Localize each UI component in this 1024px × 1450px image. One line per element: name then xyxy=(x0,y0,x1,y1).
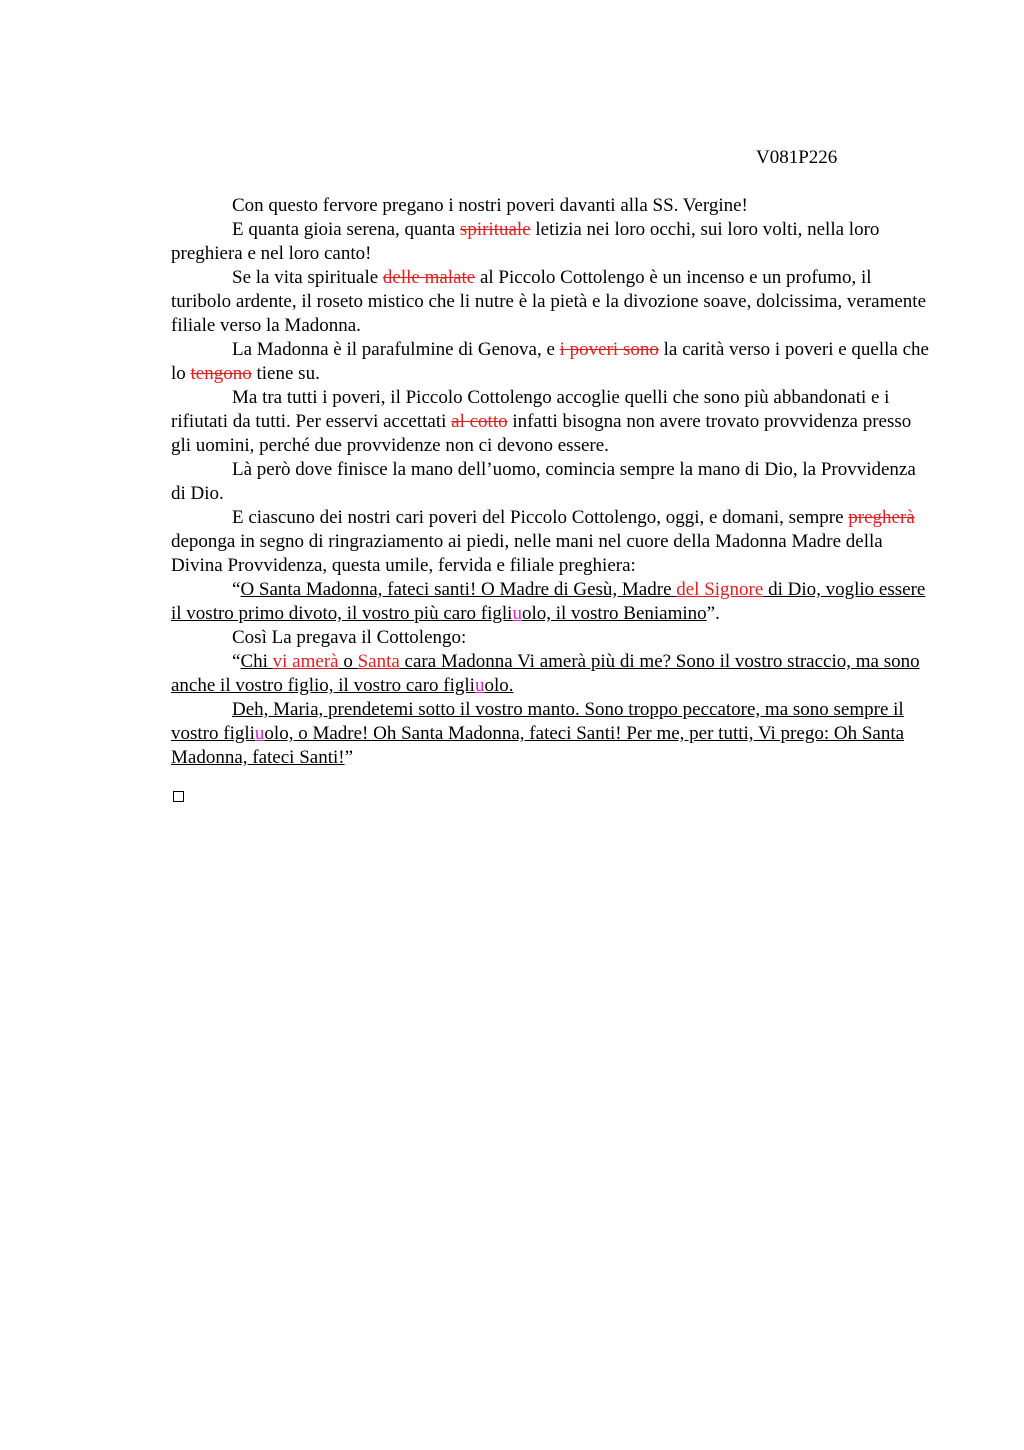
paragraph-2 xyxy=(171,218,931,266)
paragraph-4 xyxy=(171,338,931,386)
deleted-text: delle malate xyxy=(382,267,476,288)
text-segment: La Madonna è il parafulmine di Genova, e xyxy=(232,339,560,360)
deleted-text: al cotto xyxy=(451,411,508,432)
text-segment: al Piccolo Cottolengo è un incenso e un profumo, il turibolo ardente, il roseto mistico che li nutre è la pietà e la divozione soave, dolcissima, veramente filiale verso la Madonna. xyxy=(171,267,926,336)
page-code: V081P226 xyxy=(756,147,838,168)
paragraph-9: Così La pregava il Cottolengo: xyxy=(232,627,467,648)
paragraph-7 xyxy=(171,506,931,578)
deleted-text: tengono xyxy=(190,363,252,384)
paragraph-5 xyxy=(171,386,931,458)
deleted-text: i poveri sono xyxy=(559,339,659,360)
underlined-text: olo, o Madre! Oh Santa Madonna, fateci Santi! Per me, per tutti, Vi prego: Oh Santa Madonna, fateci Santi! xyxy=(171,723,905,768)
text-segment: Se la vita spirituale xyxy=(232,267,383,288)
text-segment: E ciascuno dei nostri cari poveri del Piccolo Cottolengo, oggi, e domani, sempre xyxy=(232,507,849,528)
text-segment: E quanta gioia serena, quanta xyxy=(232,219,460,240)
text-segment: Ma tra tutti i poveri, il Piccolo Cottolengo accoglie quelli che sono più abbandonati e i rifiutati da tutti. Per esservi accettati xyxy=(171,387,890,432)
close-quote: ” xyxy=(344,747,354,768)
deleted-text: del Signore xyxy=(676,579,764,600)
deleted-text: Santa xyxy=(357,651,400,672)
paragraph-6: Là però dove finisce la mano dell’uomo, comincia sempre la mano di Dio, la Provvidenza di Dio. xyxy=(171,459,916,504)
text-segment: tiene su. xyxy=(251,363,320,384)
paragraph-11-prayer xyxy=(171,698,931,770)
open-quote: “ xyxy=(232,651,241,672)
underlined-text: O Santa Madonna, fateci santi! O Madre di Gesù, Madre xyxy=(240,579,677,600)
paragraph-8-prayer xyxy=(171,578,931,626)
underlined-text: Chi xyxy=(240,651,273,672)
paragraph-10-prayer xyxy=(171,650,931,698)
deleted-text: spirituale xyxy=(459,219,531,240)
close-quote: ”. xyxy=(706,603,720,624)
paragraph-1: Con questo fervore pregano i nostri poveri davanti alla SS. Vergine! xyxy=(232,195,748,216)
underlined-text: Deh, Maria, prendetemi sotto il vostro manto. Sono troppo peccatore, ma sono sempre il vostro figli xyxy=(171,699,904,744)
open-quote: “ xyxy=(232,579,241,600)
inserted-text: u xyxy=(512,603,522,624)
document-body xyxy=(171,194,931,770)
text-segment: deponga in segno di ringraziamento ai piedi, nelle mani nel cuore della Madonna Madre della Divina Provvidenza, questa umile, fervida e filiale preghiera: xyxy=(171,531,883,576)
text-segment: infatti bisogna non avere trovato provvidenza presso gli uomini, perché due provvidenze non ci devono essere. xyxy=(171,411,912,456)
text-segment: la carità verso i poveri e quella che lo xyxy=(171,339,929,384)
deleted-text: vi amerà xyxy=(272,651,339,672)
paragraph-3 xyxy=(171,266,931,338)
square-outline-icon xyxy=(173,791,184,802)
text-segment: letizia nei loro occhi, sui loro volti, nella loro preghiera e nel loro canto! xyxy=(171,219,880,264)
inserted-text: u xyxy=(474,675,485,696)
underlined-text: olo, il vostro Beniamino xyxy=(521,603,707,624)
underlined-text: di Dio, voglio essere il vostro primo divoto, il vostro più caro figli xyxy=(171,579,926,624)
underlined-text: o xyxy=(338,651,358,672)
deleted-text: pregherà xyxy=(848,507,915,528)
underlined-text: olo. xyxy=(484,675,514,696)
inserted-text: u xyxy=(254,723,265,744)
underlined-text: cara Madonna Vi amerà più di me? Sono il vostro straccio, ma sono anche il vostro figlio, il vostro caro figli xyxy=(171,651,920,696)
